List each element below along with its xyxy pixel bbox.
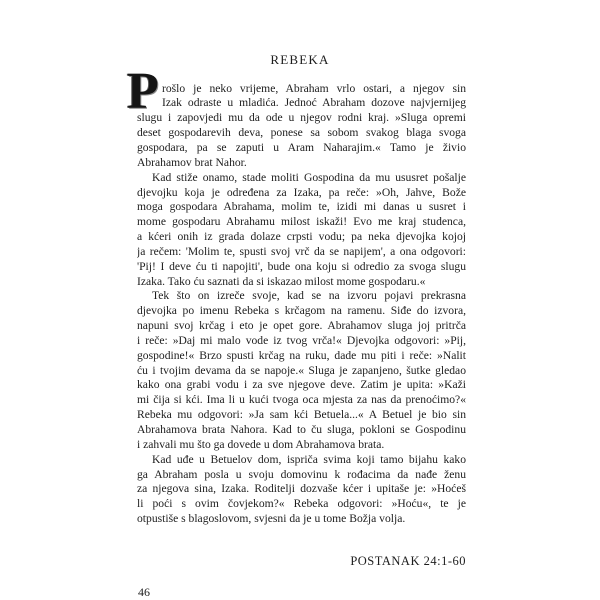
text-line: Izak odraste u mladića. Jednoć Abraham dozove najvjernijeg [162,96,466,110]
paragraph [137,289,466,452]
scripture-reference: POSTANAK 24:1-60 [350,554,466,568]
text-line: Abrahamov brat Nahor. [137,155,247,169]
paragraph [137,82,466,171]
text-line: gospodine!« Brzo spusti krčag na ruku, dade mu piti i reče: »Nalit [137,348,466,362]
text-line: otpustiše s blagoslovom, svjesni da je u tome Božja volja. [137,512,406,526]
text-line: gospodara, pa se zaputi u Aram Naharajim.« Tamo je živio [137,140,466,154]
text-line: Kad uđe u Betuelov dom, ispriča svima koji tamo bijahu kako [152,452,466,466]
text-line: li poći s ovim čovjekom?« Rebeka odgovori: »Hoću«, te je [137,497,466,511]
text-line: 'Pij! I deve ću ti napojiti', bude ona koju si odredio za svoga slugu [137,259,466,273]
text-line: djevojka po imenu Rebeka s krčagom na ramenu. Siđe do izvora, [137,304,466,318]
text-line: Rebeka mu odgovori: »Ja sam kći Betuela...« A Betuel je bio sin [137,408,466,422]
text-line: ja rečem: 'Molim te, spusti svoj vrč da se napijem', a ona odgovori: [137,244,466,258]
drop-cap-letter: P [127,63,159,120]
page-title: REBEKA [270,52,330,67]
paragraph [137,171,466,290]
text-line: kako ona grabi vodu i za sve njegove deve. Zatim je upita: »Kaži [137,378,466,392]
text-line: Kad stiže onamo, stade moliti Gospodina da mu ususret pošalje [152,170,466,184]
text-line: rošlo je neko vrijeme, Abraham vrlo ostari, a njegov sin [162,81,466,95]
text-line: deset gospodarevih deva, ponese sa sobom svakog blaga svoga [137,126,466,140]
text-line: Tek što on izreče svoje, kad se na izvoru pojavi prekrasna [152,289,466,303]
text-line: a kćeri onih iz grada dolaze crpsti vodu; pa neka djevojka kojoj [137,230,466,244]
body-text [137,82,466,527]
text-line: i reče: »Daj mi malo vode iz tvog vrča!« Djevojka odgovori: »Pij, [137,333,466,347]
text-line: mi čija si kći. Ima li u kući tvoga oca mjesta za nas da prenoćimo?« [137,393,466,407]
text-line: Izaka. Tako ću saznati da si iskazao milost mome gospodaru.« [137,274,426,288]
text-line: mome gospodaru Abrahamu milost iskaži! Evo me kraj studenca, [137,215,466,229]
text-line: za njegova sina, Izaka. Roditelji dozvaše kćer i upitaše je: »Hoćeš [137,482,466,496]
page-number: 46 [138,585,150,599]
text-line: i zahvali mu što ga dovede u dom Abrahamova brata. [137,437,385,451]
text-line: ga Abraham posla u svoju domovinu k rođacima da nađe ženu [137,467,466,481]
paragraph [137,453,466,527]
text-line: djevojku koja je određena za Izaka, pa reče: »Oh, Jahve, Bože [137,185,466,199]
text-line: napuni svoj krčag i eto je opet gore. Abrahamov sluga joj pritrča [137,319,466,333]
text-line: Abrahamova brata Nahora. Kad to ču sluga, pokloni se Gospodinu [137,423,466,436]
text-line: slugu i zapovjedi mu da ode u njegov rodni kraj. »Sluga opremi [137,111,466,125]
text-line: ću i tvojim devama da se napoje.« Sluga je zapanjeno, šutke gledao [137,363,466,377]
text-line: moga gospodara Abrahama, molim te, izidi mi danas u susret i [137,200,466,214]
